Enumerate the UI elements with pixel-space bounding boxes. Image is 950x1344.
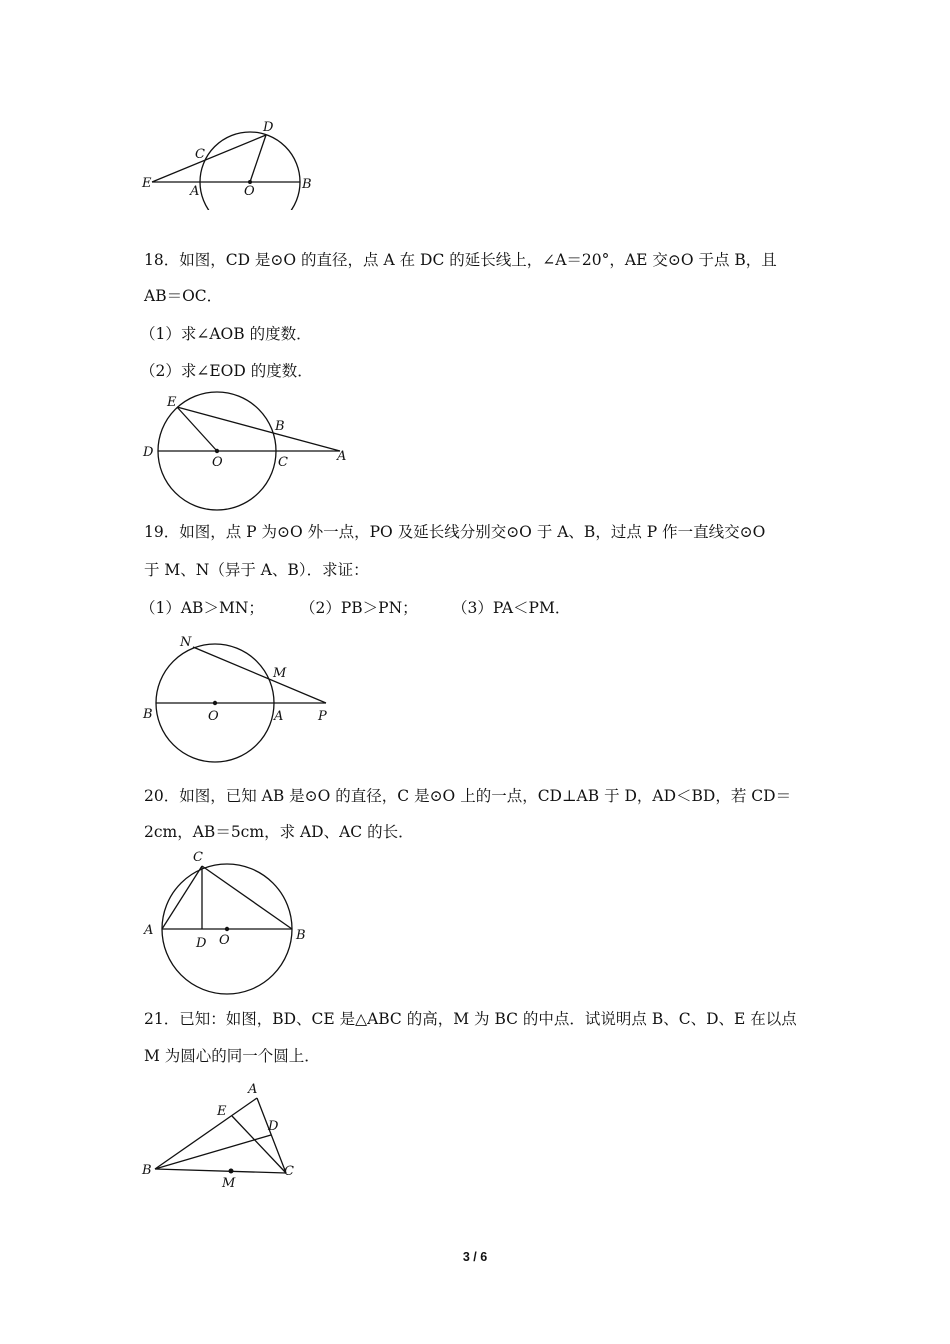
q18-sub2: （2）求∠EOD 的度数． [140,362,313,380]
q18-sub1: （1）求∠AOB 的度数． [140,325,312,343]
label-D: D [196,936,207,951]
figure-q17 [130,115,330,210]
q19-sub3: （3）PA＜PM． [452,599,571,617]
label-M: M [273,666,287,681]
label-A: A [337,449,347,464]
label-D: D [263,120,274,135]
label-B: B [142,1163,152,1178]
q19-text-line2: 于 M、N（异于 A、B）．求证： [144,561,369,579]
q18-text-line1: 18．如图，CD 是⊙O 的直径，点 A 在 DC 的延长线上，∠A＝20°，AE 交⊙O 于点 B，且 [144,251,777,269]
label-N: N [180,635,192,650]
label-O: O [208,709,219,724]
label-A: A [144,923,154,938]
label-C: C [195,147,205,162]
label-B: B [275,419,285,434]
label-A: A [274,709,284,724]
q19-text-line1: 19．如图，点 P 为⊙O 外一点，PO 及延长线分别交⊙O 于 A、B，过点 P 作一直线交⊙O [144,523,766,541]
q20-text-line2: 2cm，AB＝5cm，求 AD、AC 的长． [144,823,414,841]
label-O: O [244,184,255,199]
q21-text-line1: 21．已知：如图，BD、CE 是△ABC 的高，M 为 BC 的中点．试说明点 B、C、D、E 在以点 [144,1010,797,1028]
label-D: D [268,1119,279,1134]
label-C: C [284,1164,294,1179]
label-M: M [222,1176,236,1191]
figure-q18 [135,390,360,515]
label-E: E [142,176,152,191]
figure-q20 [135,845,325,995]
q18-text-line2: AB＝OC． [144,287,223,305]
label-E: E [167,395,177,410]
label-B: B [296,928,306,943]
label-A: A [190,184,200,199]
label-B: B [143,707,153,722]
q19-sub1: （1）AB＞MN； [140,599,264,617]
q20-text-line1: 20．如图，已知 AB 是⊙O 的直径，C 是⊙O 上的一点，CD⊥AB 于 D，AD＜BD，若 CD＝ [144,787,792,805]
label-E: E [217,1104,227,1119]
label-C: C [193,850,203,865]
label-D: D [143,445,154,460]
page-number: 3 / 6 [462,1250,488,1264]
label-A: A [248,1082,258,1097]
label-B: B [302,177,312,192]
q21-text-line2: M 为圆心的同一个圆上． [144,1047,320,1065]
figure-q21 [135,1075,315,1195]
figure-q19 [135,630,345,765]
q19-sub2: （2）PB＞PN； [300,599,418,617]
label-O: O [219,933,230,948]
label-C: C [278,455,288,470]
label-O: O [212,455,223,470]
label-P: P [318,709,327,724]
